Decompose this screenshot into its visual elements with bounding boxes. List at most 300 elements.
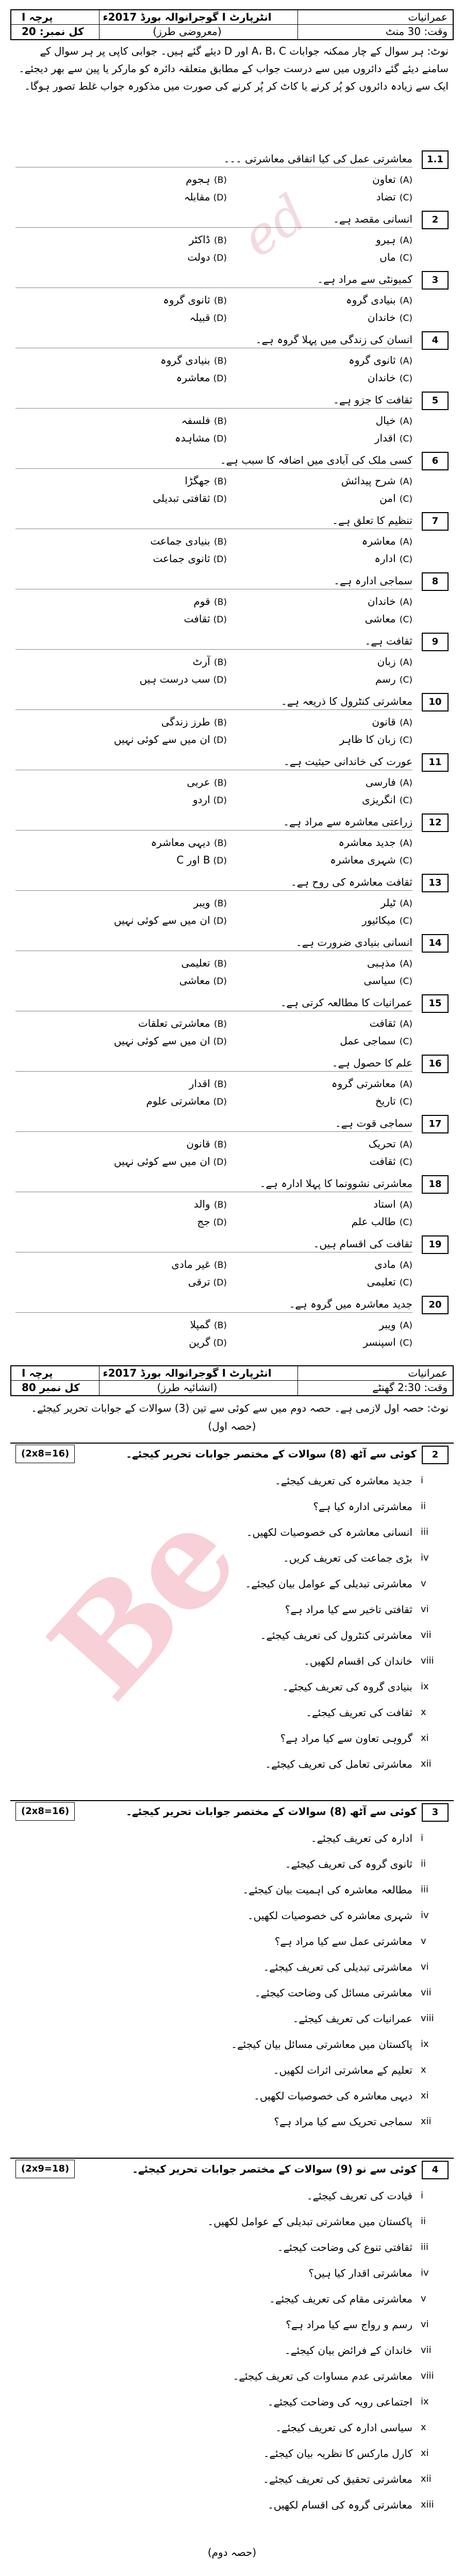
mcq-item xyxy=(15,632,449,689)
mcq-option-b xyxy=(57,954,227,972)
mcq-item xyxy=(15,812,449,870)
option-text: طالب علم xyxy=(351,1215,396,1228)
mcq-question: سماجی ادارہ ہے۔ xyxy=(15,572,412,589)
mcq-option-d xyxy=(57,1273,227,1291)
option-text: دیہی معاشرہ xyxy=(151,836,210,849)
option-letter: (A) xyxy=(400,1079,412,1090)
mcq-option-c xyxy=(242,308,412,327)
mcq-number: 7 xyxy=(422,512,449,531)
mcq-number: 9 xyxy=(422,633,449,651)
short-question-item xyxy=(15,2495,449,2515)
short-question-item xyxy=(15,2111,449,2132)
mcq-option-a xyxy=(242,1134,412,1153)
mcq-item xyxy=(15,1295,449,1352)
option-letter: (A) xyxy=(400,778,412,788)
mcq-option-b xyxy=(57,1255,227,1274)
mcq-option-b xyxy=(57,713,227,731)
roman-numeral: vi xyxy=(421,2319,429,2330)
option-letter: (A) xyxy=(400,899,412,909)
mcq-question: عمرانیات کا مطالعہ کرتی ہے۔ xyxy=(15,994,412,1011)
short-question-text: سیاسی ادارہ کی تعریف کیجئے۔ xyxy=(275,2421,412,2434)
mcq-option-a xyxy=(242,713,412,731)
short-question-text: ادارہ کی تعریف کیجئے۔ xyxy=(310,1832,412,1844)
option-text: ان میں سے کوئی نہیں xyxy=(113,1155,210,1167)
short-question-item xyxy=(15,1854,449,1874)
mcq-option-b xyxy=(57,471,227,490)
mcq-stem-row xyxy=(15,1295,449,1315)
mcq-option-c xyxy=(242,489,412,507)
option-letter: (D) xyxy=(213,374,227,384)
short-question-item xyxy=(15,2340,449,2361)
short-question-text: شہری معاشرہ کی خصوصیات لکھیں۔ xyxy=(247,1909,412,1922)
roman-numeral: ii xyxy=(421,2216,426,2227)
option-text: اردو xyxy=(192,793,210,806)
mcq-option-c xyxy=(242,790,412,809)
short-question-text: عمرانیات کی تعریف کیجئے۔ xyxy=(292,2012,412,2025)
mcq-option-b xyxy=(57,291,227,309)
mcq-option-a xyxy=(242,833,412,852)
mcq-stem-row xyxy=(15,571,449,592)
option-text: فلسفہ xyxy=(181,414,210,427)
short-question-text: معاشرتی عدم مساوات کی تعریف کیجئے۔ xyxy=(233,2370,412,2382)
mcq-option-d xyxy=(57,368,227,387)
roman-numeral: xii xyxy=(421,2116,432,2127)
mcq-item xyxy=(15,451,449,509)
option-letter: (D) xyxy=(213,494,227,504)
roman-numeral: v xyxy=(421,1936,426,1946)
mcq-number: 8 xyxy=(422,572,449,591)
option-letter: (C) xyxy=(399,795,412,806)
short-question-item xyxy=(15,2443,449,2464)
option-text: فارسی xyxy=(365,776,396,788)
option-text: معاشرتی علوم xyxy=(146,1095,210,1107)
mcq-number: 18 xyxy=(422,1175,449,1194)
option-letter: (B) xyxy=(214,959,227,969)
option-letter: (A) xyxy=(400,1019,412,1029)
short-question-item xyxy=(15,1599,449,1620)
option-text: مادی xyxy=(374,1258,396,1270)
option-text: B اور C xyxy=(176,854,210,866)
option-letter: (D) xyxy=(213,1037,227,1047)
short-question-text: ثقافت کی تعریف کیجئے۔ xyxy=(306,1706,412,1719)
paper2-label: پرچہ I xyxy=(22,1367,53,1379)
mcq-item xyxy=(15,149,449,207)
short-question-text: ثانوی گروہ کی تعریف کیجئے۔ xyxy=(285,1858,412,1870)
mcq-number: 10 xyxy=(422,693,449,711)
mcq-option-c xyxy=(242,670,412,688)
short-question-text: معاشرتی تعامل کی تعریف کیجئے۔ xyxy=(265,1758,412,1770)
mcq-option-d xyxy=(57,549,227,568)
paper2-type: (انشائیہ طرز) xyxy=(157,1381,218,1394)
option-letter: (C) xyxy=(399,1217,412,1228)
short-question-item xyxy=(15,2289,449,2309)
short-question-heading xyxy=(10,1443,454,1464)
roman-numeral: i xyxy=(421,1833,424,1843)
option-letter: (D) xyxy=(213,434,227,444)
option-text: تعلیمی xyxy=(181,957,210,969)
question-marks: (2x8=16) xyxy=(15,1445,75,1463)
short-question-heading xyxy=(10,1800,454,1822)
roman-numeral: ix xyxy=(421,2039,429,2049)
option-text: زبان xyxy=(377,655,396,668)
option-letter: (B) xyxy=(214,1320,227,1331)
mcq-question: معاشرتی نشوونما کا پہلا ادارہ ہے۔ xyxy=(15,1175,412,1192)
mcq-option-b xyxy=(57,532,227,550)
mcq-question: معاشرتی عمل کی کیا اتفاقی معاشرتی ۔۔۔ xyxy=(15,150,412,167)
question-instruction: کوئی سے نو (9) سوالات کے مختصر جوابات تحریر کیجئے۔ xyxy=(132,2163,417,2175)
mcq-question: ثقافت معاشرہ کی روح ہے۔ xyxy=(15,874,412,891)
paper2-time: وقت: 2:30 گھنٹے xyxy=(372,1381,448,1394)
short-question-item xyxy=(15,1496,449,1517)
option-letter: (B) xyxy=(214,597,227,607)
short-question-item xyxy=(15,1651,449,1671)
short-question-text: جدید معاشرہ کی تعریف کیجئے۔ xyxy=(275,1475,412,1487)
short-question-text: کارل مارکس کا نظریہ بیان کیجئے۔ xyxy=(263,2447,412,2460)
option-text: ثقافت xyxy=(369,1017,396,1029)
option-letter: (A) xyxy=(400,838,412,849)
roman-numeral: xi xyxy=(421,2090,429,2101)
option-letter: (A) xyxy=(400,1140,412,1150)
mcq-item xyxy=(15,1174,449,1232)
option-text: قبیلہ xyxy=(189,311,210,324)
mcq-option-d xyxy=(57,429,227,447)
mcq-stem-row xyxy=(15,210,449,230)
mcq-number: 14 xyxy=(422,934,449,953)
short-question-item xyxy=(15,1754,449,1774)
short-question-item xyxy=(15,1522,449,1543)
mcq-question: ثقافت ہے۔ xyxy=(15,633,412,650)
option-letter: (D) xyxy=(213,1217,227,1228)
option-text: اقدار xyxy=(189,1077,210,1090)
roman-numeral: xi xyxy=(421,2448,429,2459)
option-text: مذہبی xyxy=(367,957,396,969)
mcq-option-c xyxy=(242,248,412,266)
mcq-option-d xyxy=(57,730,227,749)
option-text: شہری معاشرہ xyxy=(330,854,396,866)
option-letter: (A) xyxy=(400,235,412,246)
mcq-option-d xyxy=(57,971,227,990)
option-letter: (C) xyxy=(399,193,412,203)
option-letter: (A) xyxy=(400,657,412,668)
mcq-option-a xyxy=(242,170,412,189)
short-question-item xyxy=(15,1905,449,1926)
short-question-text: بنیادی گروہ کی تعریف کیجئے۔ xyxy=(282,1681,412,1693)
option-text: استاد xyxy=(373,1198,396,1210)
option-letter: (A) xyxy=(400,175,412,185)
short-question-item xyxy=(15,2060,449,2080)
mcq-option-c xyxy=(242,730,412,749)
paper2-header xyxy=(10,1365,454,1396)
short-question-text: پاکستان میں معاشرتی مسائل بیان کیجئے۔ xyxy=(231,2038,412,2050)
roman-numeral: iv xyxy=(421,1552,429,1563)
option-letter: (D) xyxy=(213,1278,227,1288)
mcq-item xyxy=(15,210,449,267)
option-text: جج xyxy=(197,1215,210,1228)
option-text: خاندان xyxy=(367,595,396,607)
option-letter: (A) xyxy=(400,537,412,547)
option-letter: (A) xyxy=(400,959,412,969)
mcq-option-b xyxy=(57,1315,227,1334)
paper1-type: (معروضی طرز) xyxy=(153,25,222,38)
mcq-item xyxy=(15,1114,449,1172)
option-text: تضاد xyxy=(376,191,396,203)
option-letter: (C) xyxy=(399,916,412,926)
option-text: گرین xyxy=(189,1336,210,1348)
mcq-option-c xyxy=(242,1212,412,1231)
mcq-option-a xyxy=(242,893,412,912)
short-question-item xyxy=(15,1931,449,1952)
mcq-option-a xyxy=(242,471,412,490)
option-text: ویبر xyxy=(379,1318,396,1331)
short-question-text: بڑی جماعت کی تعریف کریں۔ xyxy=(283,1552,412,1564)
option-text: ٹیلر xyxy=(380,896,396,909)
mcq-option-d xyxy=(57,1152,227,1171)
roman-numeral: vii xyxy=(421,1630,432,1640)
mcq-stem-row xyxy=(15,511,449,532)
roman-numeral: xii xyxy=(421,1758,432,1769)
short-question-item xyxy=(15,2237,449,2258)
short-question-text: خاندان کی اقسام لکھیں۔ xyxy=(304,1655,412,1667)
mcq-stem-row xyxy=(15,270,449,291)
option-text: سب درست ہیں xyxy=(139,673,210,685)
option-text: تعلیمی xyxy=(367,1276,396,1288)
mcq-option-c xyxy=(242,1333,412,1351)
mcq-option-d xyxy=(57,308,227,327)
option-text: ہیرو xyxy=(376,233,396,246)
paper1-header xyxy=(10,9,454,40)
mcq-number: 11 xyxy=(422,753,449,772)
roman-numeral: i xyxy=(421,2190,424,2201)
option-text: ادارہ xyxy=(374,552,396,565)
option-text: دولت xyxy=(187,251,210,263)
mcq-question: انسان کی زندگی میں پہلا گروہ ہے۔ xyxy=(15,331,412,348)
mcq-question: انسانی بنیادی ضرورت ہے۔ xyxy=(15,934,412,951)
option-letter: (C) xyxy=(399,1097,412,1107)
mcq-number: 17 xyxy=(422,1115,449,1133)
short-question-text: سماجی تحریک سے کیا مراد ہے؟ xyxy=(274,2115,412,2128)
mcq-option-d xyxy=(57,248,227,266)
roman-numeral: vi xyxy=(421,1961,429,1972)
option-text: مقابلہ xyxy=(184,191,210,203)
option-letter: (B) xyxy=(214,537,227,547)
option-text: شرح پیدائش xyxy=(341,474,396,487)
mcq-option-a xyxy=(242,1074,412,1093)
mcq-number: 1.1 xyxy=(422,150,449,169)
roman-numeral: iii xyxy=(421,1884,429,1895)
mcq-option-c xyxy=(242,971,412,990)
option-text: ان میں سے کوئی نہیں xyxy=(113,733,210,745)
option-letter: (D) xyxy=(213,253,227,263)
mcq-item xyxy=(15,330,449,388)
mcq-item xyxy=(15,752,449,810)
mcq-number: 4 xyxy=(422,331,449,350)
short-question-item xyxy=(15,2211,449,2232)
option-letter: (D) xyxy=(213,735,227,745)
mcq-option-d xyxy=(57,1212,227,1231)
short-question-item xyxy=(15,1728,449,1749)
mcq-stem-row xyxy=(15,1234,449,1255)
short-question-item xyxy=(15,2392,449,2412)
option-letter: (B) xyxy=(214,356,227,366)
option-text: انگریزی xyxy=(362,793,396,806)
short-question-item xyxy=(15,1828,449,1849)
mcq-option-c xyxy=(242,1031,412,1050)
option-letter: (D) xyxy=(213,856,227,866)
short-question-text: قیادت کی تعریف کیجئے۔ xyxy=(306,2190,412,2202)
mcq-question: تنظیم کا تعلق ہے۔ xyxy=(15,512,412,529)
mcq-stem-row xyxy=(15,873,449,893)
paper1-subject: عمرانیات xyxy=(408,11,448,23)
option-letter: (B) xyxy=(214,1200,227,1210)
option-letter: (D) xyxy=(213,916,227,926)
mcq-number: 3 xyxy=(422,271,449,290)
mcq-stem-row xyxy=(15,330,449,351)
mcq-option-d xyxy=(57,188,227,206)
option-letter: (C) xyxy=(399,1157,412,1167)
mcq-question: ثقافت کا جزو ہے۔ xyxy=(15,392,412,409)
option-text: جدید معاشرہ xyxy=(338,836,396,849)
option-letter: (B) xyxy=(214,1260,227,1270)
short-question-text: معاشرتی کنٹرول کی تعریف کیجئے۔ xyxy=(260,1629,412,1641)
paper1-total-marks: کل نمبر: 20 xyxy=(22,25,84,38)
roman-numeral: vii xyxy=(421,2345,432,2355)
short-question-text: معاشرتی تحقیق کی تعریف کیجئے۔ xyxy=(263,2473,412,2485)
mcq-item xyxy=(15,270,449,328)
roman-numeral: ii xyxy=(421,1501,426,1512)
option-text: والد xyxy=(193,1198,210,1210)
short-question-item xyxy=(15,1879,449,1900)
option-text: ثقافت xyxy=(184,613,210,625)
short-question-text: معاشرتی مسائل کی وضاحت کیجئے۔ xyxy=(254,1987,412,1999)
short-question-text: دیہی معاشرہ کی خصوصیات لکھیں۔ xyxy=(254,2090,412,2102)
option-letter: (A) xyxy=(400,718,412,728)
short-question-item xyxy=(15,2185,449,2206)
option-letter: (B) xyxy=(214,1079,227,1090)
section2-heading: (حصہ دوم) xyxy=(207,2546,257,2558)
mcq-question: کسی ملک کی آبادی میں اضافہ کا سبب ہے۔ xyxy=(15,452,412,469)
option-letter: (B) xyxy=(214,175,227,185)
option-letter: (D) xyxy=(213,976,227,987)
paper1-time: وقت: 30 منٹ xyxy=(385,25,448,38)
long-question-text xyxy=(77,2572,412,2576)
mcq-question: کمیونٹی سے مراد ہے۔ xyxy=(15,271,412,288)
short-question-heading xyxy=(10,2158,454,2179)
option-text: آرٹ xyxy=(192,655,210,668)
option-text: معاشرتی گروہ xyxy=(331,1077,396,1090)
mcq-number: 5 xyxy=(422,392,449,410)
section1-heading: (حصہ اول) xyxy=(208,1420,256,1432)
mcq-number: 15 xyxy=(422,994,449,1013)
mcq-option-c xyxy=(242,188,412,206)
option-text: تحریک xyxy=(368,1138,396,1150)
option-text: معاشی xyxy=(179,974,210,987)
question-marks: (2x8=16) xyxy=(15,1802,75,1821)
mcq-option-b xyxy=(57,652,227,671)
option-text: اسپنسر xyxy=(363,1336,396,1348)
mcq-option-b xyxy=(57,592,227,611)
option-text: مشاہدہ xyxy=(175,432,210,444)
short-question-item xyxy=(15,1625,449,1646)
short-question-text: معاشرتی اقدار کیا ہیں؟ xyxy=(308,2267,412,2279)
option-letter: (A) xyxy=(400,296,412,306)
mcq-stem-row xyxy=(15,993,449,1014)
option-letter: (C) xyxy=(399,1338,412,1348)
mcq-question: ثقافت کی اقسام ہیں۔ xyxy=(15,1235,412,1252)
paper2-subject: عمرانیات xyxy=(408,1367,448,1379)
option-letter: (C) xyxy=(399,856,412,866)
mcq-option-b xyxy=(57,833,227,852)
mcq-number: 6 xyxy=(422,452,449,470)
roman-numeral: i xyxy=(421,1475,424,1486)
option-letter: (B) xyxy=(214,657,227,668)
mcq-option-d xyxy=(57,851,227,869)
mcq-item xyxy=(15,391,449,448)
option-text: زبان کا ظاہر xyxy=(339,733,396,745)
option-text: تاریخ xyxy=(375,1095,396,1107)
option-letter: (D) xyxy=(213,313,227,324)
question-number: 4 xyxy=(422,2161,449,2179)
short-question-item xyxy=(15,2314,449,2335)
roman-numeral: xi xyxy=(421,1733,429,1743)
mcq-stem-row xyxy=(15,149,449,170)
roman-numeral: xii xyxy=(421,2473,432,2484)
short-question-item xyxy=(15,1982,449,2003)
mcq-option-d xyxy=(57,1031,227,1050)
option-letter: (D) xyxy=(213,1097,227,1107)
short-question-item xyxy=(15,2263,449,2283)
option-text: امن xyxy=(379,492,396,504)
mcq-option-d xyxy=(57,1333,227,1351)
option-letter: (A) xyxy=(400,477,412,487)
mcq-option-b xyxy=(57,1195,227,1213)
mcq-stem-row xyxy=(15,692,449,713)
option-text: غیر مادی xyxy=(171,1258,210,1270)
mcq-option-c xyxy=(242,549,412,568)
paper2-total-marks: کل نمبر 80 xyxy=(22,1381,80,1394)
option-text: خیال xyxy=(375,414,396,427)
mcq-item xyxy=(15,692,449,750)
short-question-text: تعلیم کے معاشرتی اثرات لکھیں۔ xyxy=(273,2064,412,2076)
short-question-text: ثقافتی تنوع کی وضاحت کیجئے۔ xyxy=(277,2241,412,2253)
mcq-option-d xyxy=(57,790,227,809)
paper2-instruction: نوٹ: حصہ اول لازمی ہے۔ حصہ دوم میں سے کوئی سے تین (3) سوالات کے جوابات تحریر کیجئے۔ xyxy=(31,1402,449,1414)
question-instruction: کوئی سے آٹھ (8) سوالات کے مختصر جوابات تحریر کیجئے۔ xyxy=(126,1448,417,1460)
mcq-option-a xyxy=(242,411,412,430)
option-letter: (D) xyxy=(213,193,227,203)
option-text: خاندان xyxy=(367,311,396,324)
mcq-item xyxy=(15,511,449,569)
option-letter: (D) xyxy=(213,1157,227,1167)
mcq-item xyxy=(15,873,449,930)
mcq-question: جدید معاشرہ میں گروہ ہے۔ xyxy=(15,1296,412,1313)
option-letter: (B) xyxy=(214,477,227,487)
option-letter: (C) xyxy=(399,554,412,565)
mcq-option-a xyxy=(242,1014,412,1032)
option-text: سیاسی xyxy=(363,974,396,987)
short-question-item xyxy=(15,2086,449,2106)
option-text: قانون xyxy=(372,716,396,728)
roman-numeral: iv xyxy=(421,2267,429,2278)
option-text: ثانوی گروہ xyxy=(349,354,396,366)
mcq-stem-row xyxy=(15,451,449,471)
paper2-board: انٹرپارٹ I گوجرانوالہ بورڈ 2017ء xyxy=(103,1367,272,1379)
mcq-option-b xyxy=(57,1074,227,1093)
short-question-text: گروہی تعاون سے کیا مراد ہے؟ xyxy=(280,1732,412,1744)
option-text: ان میں سے کوئی نہیں xyxy=(113,914,210,926)
option-letter: (C) xyxy=(399,434,412,444)
roman-numeral: x xyxy=(421,2422,426,2433)
roman-numeral: xiii xyxy=(421,2499,434,2510)
